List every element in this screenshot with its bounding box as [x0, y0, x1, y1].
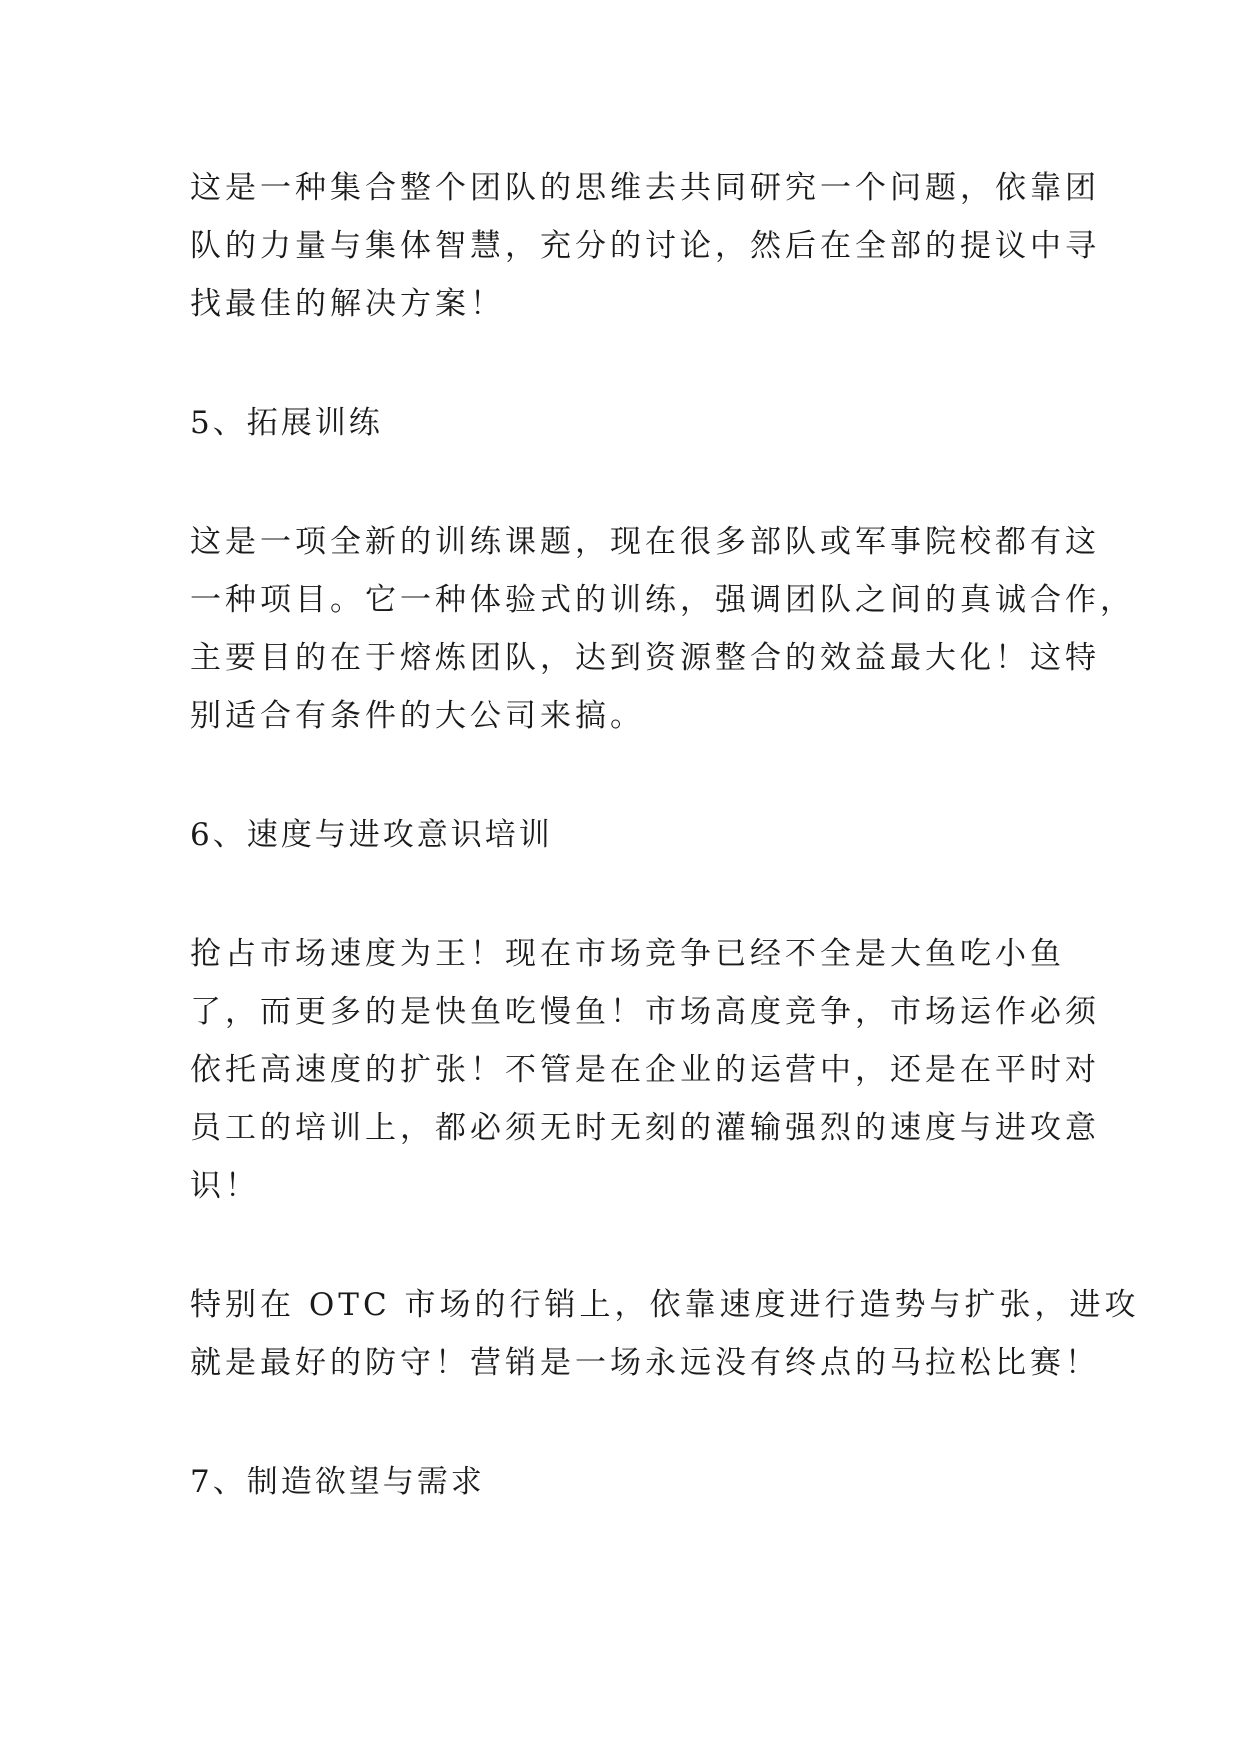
- section-heading: 7、制造欲望与需求: [190, 1464, 485, 1500]
- paragraph-line: 一种项目。它一种体验式的训练，强调团队之间的真诚合作，: [190, 582, 1135, 618]
- section-heading: 6、速度与进攻意识培训: [190, 817, 553, 853]
- paragraph-line: 特别在 OTC 市场的行销上，依靠速度进行造势与扩张，进攻: [190, 1287, 1140, 1323]
- paragraph-line: 队的力量与集体智慧，充分的讨论，然后在全部的提议中寻: [190, 228, 1100, 264]
- paragraph-line: 别适合有条件的大公司来搞。: [190, 698, 645, 734]
- paragraph-line: 这是一种集合整个团队的思维去共同研究一个问题，依靠团: [190, 170, 1100, 206]
- paragraph-line: 找最佳的解决方案！: [190, 286, 505, 322]
- paragraph-line: 主要目的在于熔炼团队，达到资源整合的效益最大化！这特: [190, 640, 1100, 676]
- paragraph-line: 抢占市场速度为王！现在市场竞争已经不全是大鱼吃小鱼: [190, 936, 1065, 972]
- paragraph-line: 员工的培训上，都必须无时无刻的灌输强烈的速度与进攻意: [190, 1110, 1100, 1146]
- paragraph-line: 就是最好的防守！营销是一场永远没有终点的马拉松比赛！: [190, 1345, 1100, 1381]
- paragraph-line: 这是一项全新的训练课题，现在很多部队或军事院校都有这: [190, 524, 1100, 560]
- paragraph-line: 识！: [190, 1168, 260, 1204]
- section-heading: 5、拓展训练: [190, 405, 383, 441]
- paragraph-line: 依托高速度的扩张！不管是在企业的运营中，还是在平时对: [190, 1052, 1100, 1088]
- paragraph-line: 了，而更多的是快鱼吃慢鱼！市场高度竞争，市场运作必须: [190, 994, 1100, 1030]
